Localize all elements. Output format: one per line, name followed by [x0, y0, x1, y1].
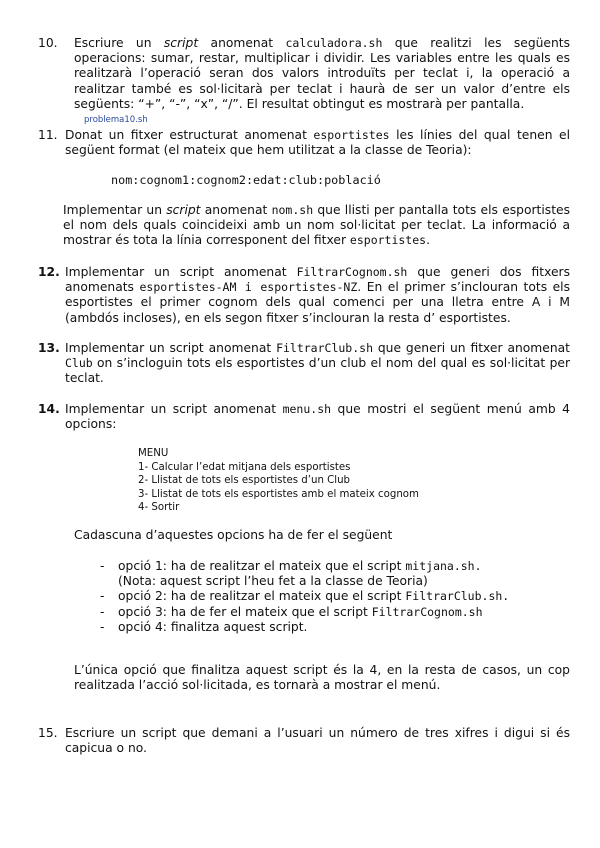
- file-format-line: nom:cognom1:cognom2:edat:club:població: [111, 173, 381, 187]
- options-intro: Cadascuna d’aquestes opcions ha de fer el següent: [74, 528, 393, 542]
- exercise-number: 12.: [38, 265, 60, 279]
- menu-item: 2- Llistat de tots els esportistes d’un Club: [138, 475, 351, 486]
- menu-item: 1- Calcular l’edat mitjana dels esportistes: [138, 461, 351, 473]
- exercise-11-task: Implementar un script anomenat nom.sh que llisti per pantalla tots els esportistes el nom dels quals coincideixi amb un nom sol·licitat per teclat. La informació a mostrar és tota la línia corresponent del fitxer esportistes.: [63, 203, 570, 248]
- exercise-15-text: Escriure un script que demani a l’usuari un número de tres xifres i digui si és capicua o no.: [65, 726, 570, 756]
- exercise-11-intro: Donat un fitxer estructurat anomenat esportistes les línies del qual tenen el següent format (el mateix que hem utilitzat a la classe de Teoria):: [65, 128, 571, 158]
- exercise-number: 11.: [38, 128, 58, 142]
- bullet-dash: -: [100, 619, 105, 634]
- exercise-10-text: Escriure un script anomenat calculadora.sh que realitzi les següents operacions: sumar, restar, multiplicar i dividir. Les variables entre les quals es realitzarà l’operació seran dos valors introduïts per teclat i, la operació a realitzar també es sol·licitarà per teclat i haurà de ser un valor d’entre els següents: “+”, “-”, “x”, “/”. El resultat obtingut es mostrarà per pantalla.: [74, 36, 571, 111]
- option-1: - opció 1: ha de realitzar el mateix que el script mitjana.sh.: [100, 559, 482, 573]
- menu-item: 4- Sortir: [138, 502, 180, 513]
- option-4: - opció 4: finalitza aquest script.: [100, 619, 308, 634]
- option-1-note: (Nota: aquest script l’heu fet a la classe de Teoria): [118, 574, 428, 589]
- solution-file-note: problema10.sh: [84, 115, 148, 125]
- option-3: - opció 3: ha de fer el mateix que el script FiltrarCognom.sh: [100, 604, 483, 619]
- menu-listing: [138, 447, 419, 515]
- menu-title: MENU: [138, 448, 169, 459]
- exercise-number: 14.: [38, 402, 60, 416]
- exercise-number: 15.: [38, 726, 58, 740]
- menu-item: 3- Llistat de tots els esportistes amb el mateix cognom: [138, 488, 419, 500]
- options-list: [100, 559, 509, 635]
- bullet-dash: -: [100, 604, 105, 619]
- menu-final-note: L’única opció que finalitza aquest script és la 4, en la resta de casos, un cop realitzada l’acció sol·licitada, es tornarà a mostrar el menú.: [74, 663, 570, 693]
- exercise-12-text: Implementar un script anomenat FiltrarCognom.sh que generi dos fitxers anomenats esportistes-AM i esportistes-NZ. En el primer s’inclouran tots els esportistes el primer cognom dels qual comenci per una lletra entre A i M (ambdós incloses), en els segon fitxer s’inclouran la resta d’ esportistes.: [65, 265, 570, 325]
- bullet-dash: -: [100, 559, 105, 573]
- option-2: - opció 2: ha de realitzar el mateix que el script FiltrarClub.sh.: [100, 589, 510, 604]
- exercise-14-intro: Implementar un script anomenat menu.sh que mostri el següent menú amb 4 opcions:: [65, 402, 570, 432]
- bullet-dash: -: [100, 589, 105, 604]
- exercise-number: 10.: [38, 36, 58, 50]
- exercise-number: 13.: [38, 341, 60, 355]
- exercise-13-text: Implementar un script anomenat FiltrarClub.sh que generi un fitxer anomenat Club on s’incloguin tots els esportistes d’un club el nom del qual es sol·licitat per teclat.: [65, 341, 570, 386]
